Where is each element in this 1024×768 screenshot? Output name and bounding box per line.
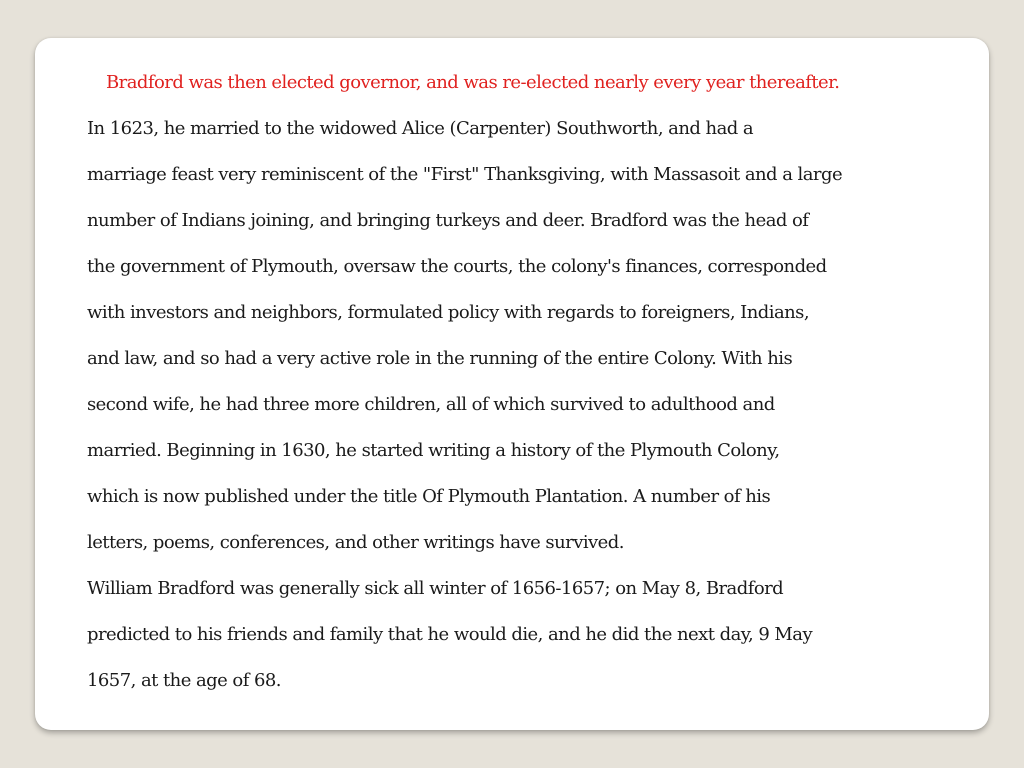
text-line: which is now published under the title Of Plymouth Plantation. A number of his: [87, 486, 771, 507]
text-line: number of Indians joining, and bringing turkeys and deer. Bradford was the head of: [87, 210, 809, 231]
text-line: In 1623, he married to the widowed Alice (Carpenter) Southworth, and had a: [87, 118, 754, 139]
text-line: 1657, at the age of 68.: [87, 670, 281, 691]
text-line: second wife, he had three more children, all of which survived to adulthood and: [87, 394, 775, 415]
text-line: predicted to his friends and family that he would die, and he did the next day, 9 May: [87, 624, 813, 645]
text-line: and law, and so had a very active role in the running of the entire Colony. With his: [87, 348, 793, 369]
slide-body-text: [87, 60, 987, 704]
text-line: the government of Plymouth, oversaw the courts, the colony's finances, corresponded: [87, 256, 827, 277]
text-line: William Bradford was generally sick all winter of 1656-1657; on May 8, Bradford: [87, 578, 784, 599]
text-line: letters, poems, conferences, and other writings have survived.: [87, 532, 624, 553]
text-line: marriage feast very reminiscent of the "First" Thanksgiving, with Massasoit and a large: [87, 164, 843, 185]
text-line: married. Beginning in 1630, he started writing a history of the Plymouth Colony,: [87, 440, 780, 461]
text-line: with investors and neighbors, formulated policy with regards to foreigners, Indians,: [87, 302, 810, 323]
text-line-highlight: Bradford was then elected governor, and was re-elected nearly every year thereafter.: [106, 72, 840, 93]
